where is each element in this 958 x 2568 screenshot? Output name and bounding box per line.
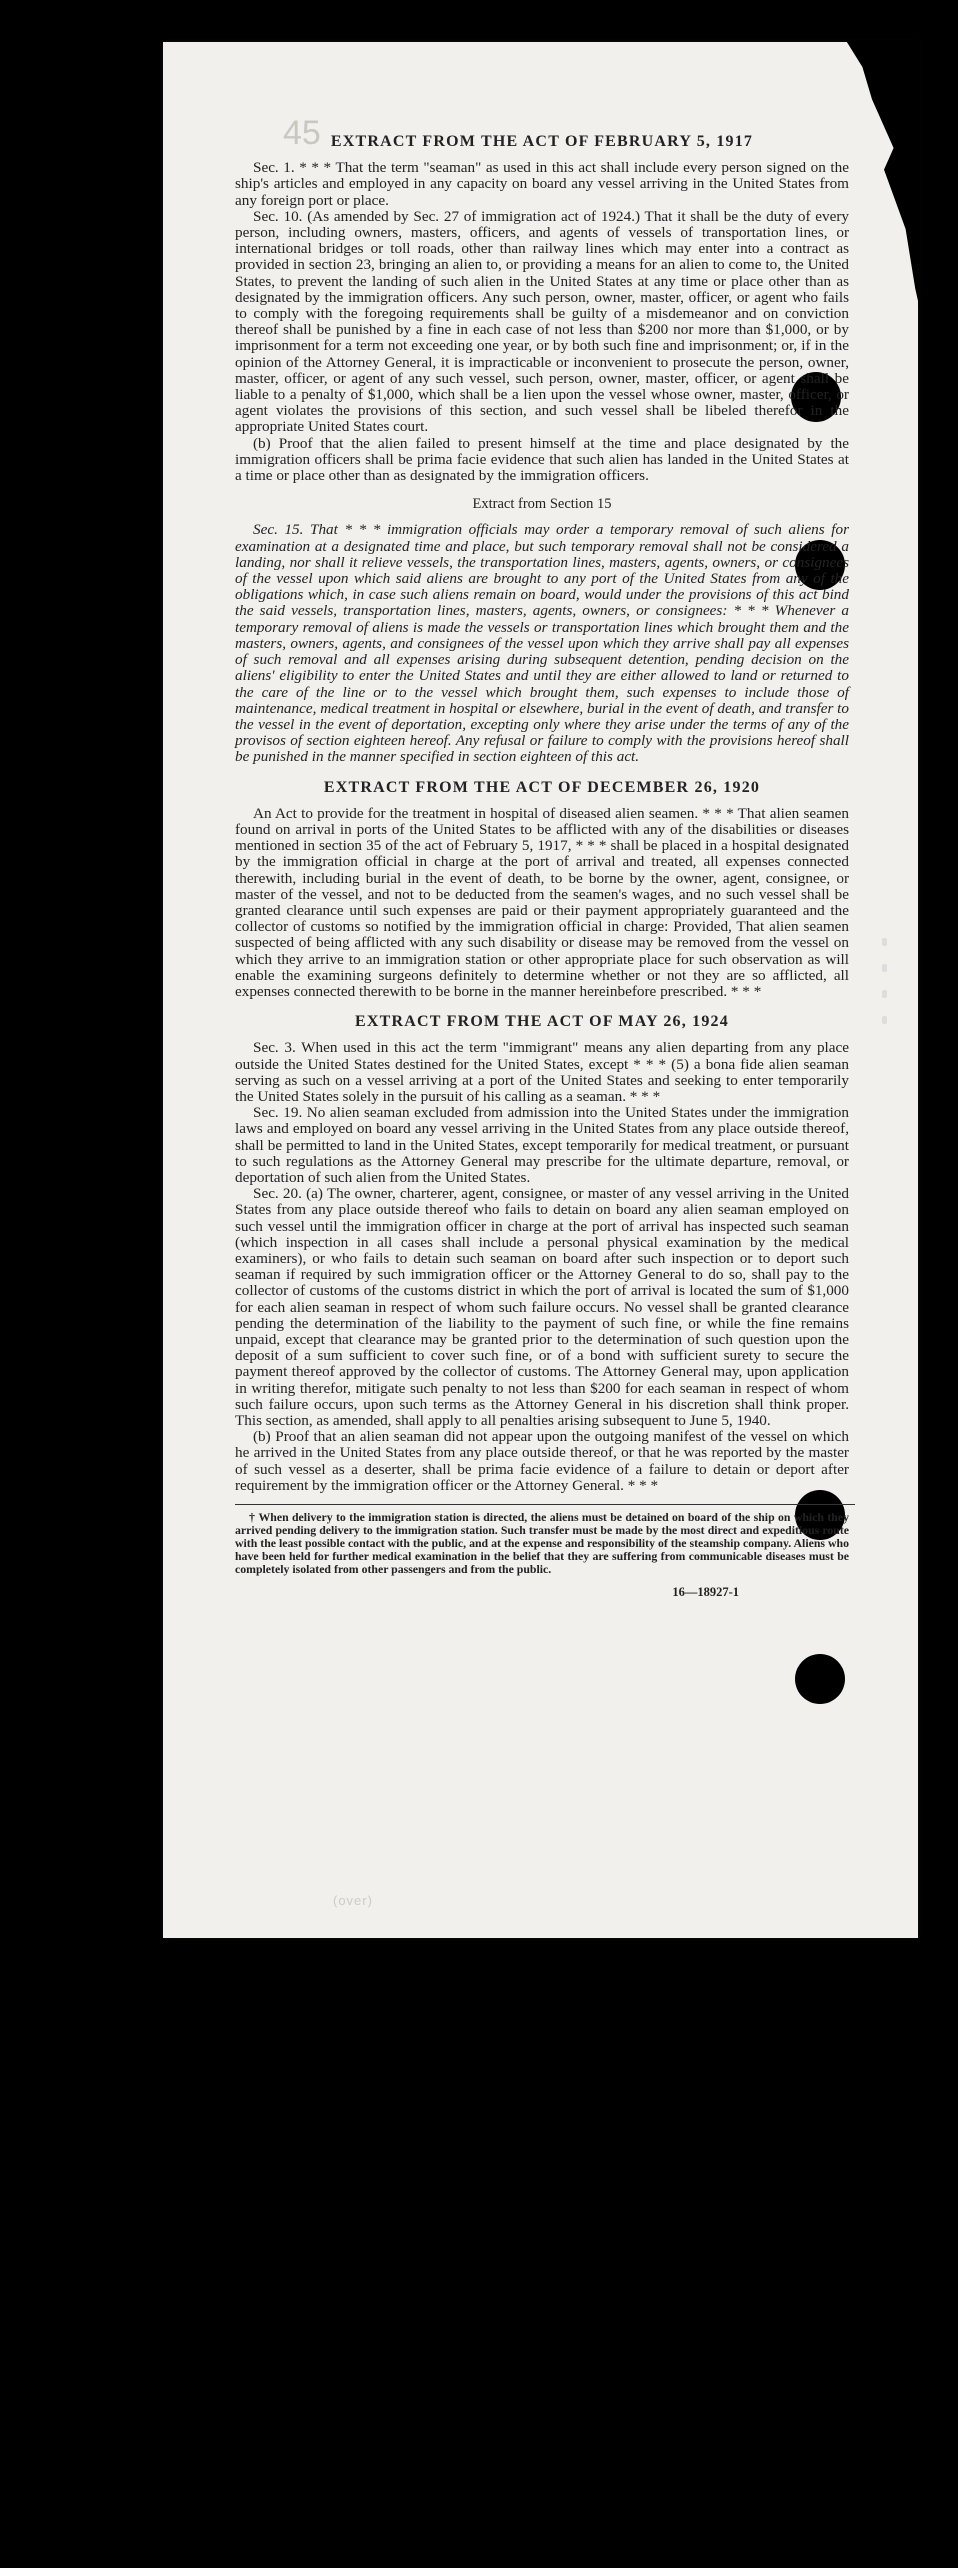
footnote: † When delivery to the immigration station is directed, the aliens must be detained on board of the ship on which they arrived pending delivery to the immigration station. Such transfer must be made by the most direct and expeditious route with the least possible contact with the public, and at the expense and responsibility of the steamship company. Aliens who have been held for further medical examination in the belief that they are suffering from communicable diseases must be completely isolated from other passengers and from the public.: [235, 1510, 849, 1577]
document-page: [163, 42, 918, 1938]
paragraph-sec-20-a: Sec. 20. (a) The owner, charterer, agent, consignee, or master of any vessel arriving in the United States from any place outside thereof who fails to detain on board any alien seaman employed on such vessel until the immigration officer in charge at the port of arrival has inspected such seaman (which inspection in all cases shall include a personal physical examination by the medical examiners), or who fails to detain such seaman on board after such inspection or to deport such seaman if required by such immigration officer or the Attorney General to do so, shall pay to the collector of customs of the customs district in which the port of arrival is located the sum of $1,000 for each alien seaman in respect of whom such failure occurs. No vessel shall be granted clearance pending the determination of the liability to the payment of such fine, or while the fine remains unpaid, except that clearance may be granted prior to the determination of such question upon the deposit of a sum sufficient to cover such fine, or of a bond with sufficient surety to secure the payment thereof approved by the collector of customs. The Attorney General may, upon application in writing therefor, mitigate such penalty to not less than $200 for each seaman in respect of whom such failure occurs, upon such terms as the Attorney General in his discretion shall think proper. This section, as amended, shall apply to all penalties arising subsequent to June 5, 1940.: [235, 1185, 849, 1430]
paragraph-sec-10: Sec. 10. (As amended by Sec. 27 of immigration act of 1924.) That it shall be the duty of every person, including owners, masters, officers, and agents of vessels of transportation lines, or international bridges or toll roads, other than railway lines which may enter into a contract as provided in section 23, bringing an alien to, or providing a means for an alien to come to, the United States, to prevent the landing of such alien in the United States at any time or place other than as designated by the immigration officers. Any such person, owner, master, officer, or agent who fails to comply with the foregoing requirements shall be guilty of a misdemeanor and on conviction thereof shall be punished by a fine in each case of not less than $200 nor more than $1,000, or by imprisonment for a term not exceeding one year, or by both such fine and imprisonment; or, if in the opinion of the Attorney General, it is impracticable or inconvenient to prosecute the person, owner, master, officer, or agent of any such vessel, such person, owner, master, officer, or agent shall be liable to a penalty of $1,000, which shall be a lien upon the vessel whose owner, master, officer, or agent violates the provisions of this section, and such vessel shall be libeled therefor in the appropriate United States court.: [235, 207, 849, 436]
paragraph-sec-1: Sec. 1. * * * That the term "seaman" as used in this act shall include every person signed on the ship's articles and employed in any capacity on board any vessel arriving in the United States from any foreign port or place.: [235, 159, 849, 209]
form-number: 16—18927-1: [672, 1585, 739, 1600]
paragraph-sec-15: Sec. 15. That * * * immigration officials may order a temporary removal of such aliens for examination at a designated time and place, but such temporary removal shall not be considered a landing, nor shall it relieve vessels, the transportation lines, masters, agents, owners, or consignees of the vessel upon which said aliens are brought to any port of the United States from any of the obligations which, in case such aliens remain on board, would under the provisions of this act bind the said vessels, transportation lines, masters, agents, owners, or consignees: * * * Whenever a temporary removal of aliens is made the vessels or transportation lines which brought them and the masters, owners, agents, and consignees of the vessel upon which they arrive shall pay all expenses of such removal and all expenses arising during subsequent detention, pending decision on the aliens' eligibility to enter the United States and until they are either allowed to land or returned to the care of the line or to the vessel which brought them, such expenses to include those of maintenance, medical treatment in hospital or elsewhere, burial in the event of death, and transfer to the vessel in the event of deportation, excepting only where they arise under the terms of any of the provisos of section eighteen hereof. Any refusal or failure to comply with the provisions hereof shall be punished in the manner specified in section eighteen of this act.: [235, 521, 849, 766]
heading-act-1924: EXTRACT FROM THE ACT OF MAY 26, 1924: [355, 1013, 729, 1031]
footnote-divider: [235, 1504, 855, 1505]
heading-act-1917: EXTRACT FROM THE ACT OF FEBRUARY 5, 1917: [330, 133, 754, 150]
paragraph-sec-19: Sec. 19. No alien seaman excluded from admission into the United States under the immigration laws and employed on board any vessel arriving in the United States from any place outside thereof, shall be permitted to land in the United States, except temporarily for medical treatment, or pursuant to such regulations as the Attorney General may prescribe for the ultimate departure, removal, or deportation of such alien from the United States.: [235, 1104, 849, 1186]
paragraph-sec-3: Sec. 3. When used in this act the term "immigrant" means any alien departing from any place outside the United States destined for the United States, except * * * (5) a bona fide alien seaman serving as such on a vessel arriving at a port of the United States and seeking to enter temporarily the United States solely in the pursuit of his calling as a seaman. * * *: [235, 1039, 849, 1105]
faded-page-number: 45: [283, 114, 321, 152]
paragraph-sec-20-b: (b) Proof that an alien seaman did not appear upon the outgoing manifest of the vessel on which he arrived in the United States from any place outside thereof, or that he was reported by the master of such vessel as a deserter, shall be prima facie evidence of a failure to detain or deport after requirement by the immigration officer or the Attorney General. * * *: [235, 1428, 849, 1494]
heading-act-1920: EXTRACT FROM THE ACT OF DECEMBER 26, 1920: [323, 778, 761, 796]
margin-marks: [882, 938, 887, 1042]
margin-mark: [882, 1016, 887, 1024]
margin-mark: [882, 964, 887, 972]
punch-hole: [795, 1654, 845, 1704]
faded-stamp: (over): [333, 1893, 373, 1908]
paragraph-sec-10-b: (b) Proof that the alien failed to present himself at the time and place designated by the immigration officers shall be prima facie evidence that such alien has landed in the United States at a time or place other than as designated by the immigration officers.: [235, 434, 849, 485]
margin-mark: [882, 938, 887, 946]
subheading-section-15: Extract from Section 15: [472, 496, 612, 513]
paragraph-act-1920: An Act to provide for the treatment in hospital of diseased alien seamen. * * * That alien seamen found on arrival in ports of the United States to be afflicted with any of the disabilities or diseases mentioned in section 35 of the act of February 5, 1917, * * * shall be placed in a hospital designated by the immigration official in charge at the port of arrival and treated, all expenses connected therewith, including burial in the event of death, to be borne by the owner, agent, consignee, or master of the vessel, and not to be deducted from the seamen's wages, and no such vessel shall be granted clearance until such expenses are paid or their payment appropriately guaranteed and the collector of customs so notified by the immigration official in charge: Provided, That alien seamen suspected of being afflicted with any such disability or disease may be removed from the vessel on which they arrive to an immigration station or other appropriate place for such observation as will enable the examining surgeons definitely to determine whether or not they are so afflicted, all expenses connected therewith to be borne in the manner hereinbefore prescribed. * * *: [235, 804, 849, 1000]
margin-mark: [882, 990, 887, 998]
document-body: [235, 134, 849, 1600]
